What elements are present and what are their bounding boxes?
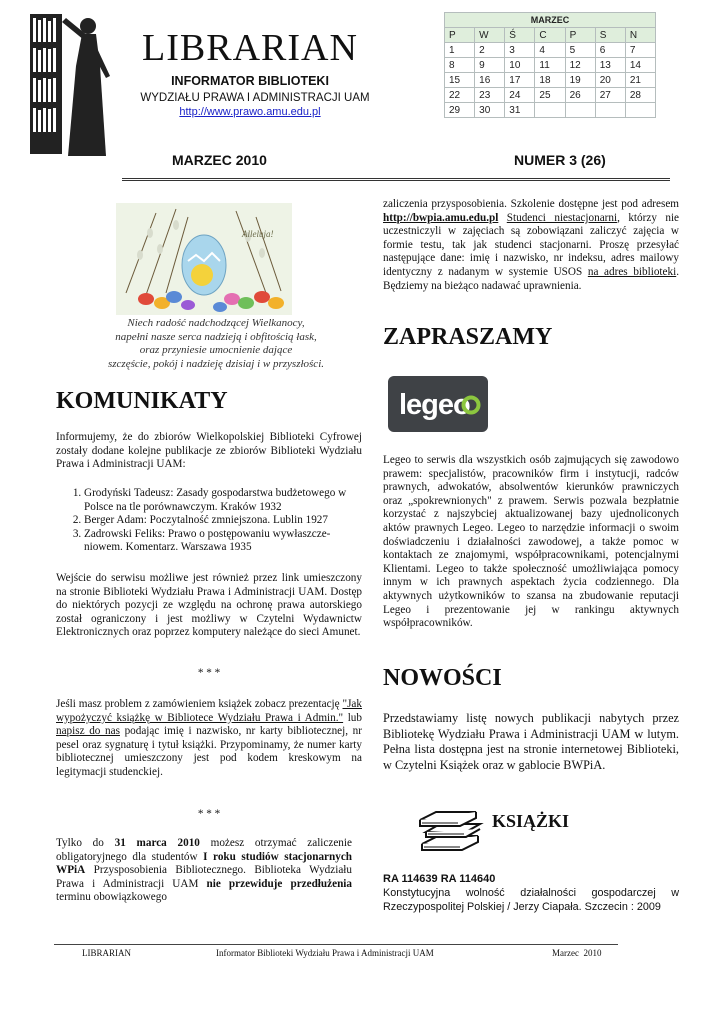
book-description: Konstytucyjna wolność działalności gospodarczej w Rzeczypospolitej Polskiej / Jerzy Ciapała. Szczecin : 2009 [383,887,679,913]
calendar-day: 27 [595,88,625,103]
calendar-day: 1 [445,43,475,58]
digitized-book-item: 3. Zadrowski Feliks: Prawo o postępowaniu wywłaszcze-niowem. Komentarz. Warszawa 1935 [84,528,362,555]
newsletter-subtitle: INFORMATOR BIBLIOTEKI [171,74,329,88]
continuation-text: zaliczenia przysposobienia. Szkolenie dostępne jest pod adresem [383,198,679,210]
extramural-students: Studenci niestacjonarni [506,211,618,224]
calendar-day: 7 [625,43,655,58]
contact-link[interactable]: napisz do nas [56,725,120,738]
calendar-day: 3 [505,43,535,58]
newsletter-title: LIBRARIAN [142,27,358,69]
calendar-day: 4 [535,43,565,58]
calendar-day [625,103,655,118]
calendar-day: 28 [625,88,655,103]
poem-line: Niech radość nadchodzącej Wielkanocy, [127,317,305,329]
legeo-logo[interactable] [388,376,488,432]
calendar-day: 13 [595,58,625,73]
easter-poem [60,317,372,371]
faculty-name: WYDZIAŁU PRAWA I ADMINISTRACJI UAM [140,92,370,104]
ordering-help-paragraph [56,698,362,780]
faculty-website-link[interactable]: http://www.prawo.amu.edu.pl [179,106,321,118]
training-text: możesz otrzymać zaliczenie obligatoryjnego dla studentów [56,837,352,863]
training-continuation-paragraph [383,198,679,293]
easter-card-text: Alleluja! [242,229,274,239]
poem-line: oraz przyniesie umocnienie dające [139,344,293,356]
calendar-day-header: P [445,28,475,43]
calendar-day: 5 [565,43,595,58]
calendar-day: 15 [445,73,475,88]
library-email-link[interactable]: na adres biblioteki [587,265,677,278]
book-signature: RA 114639 RA 114640 [383,873,496,885]
continuation-text: . Będziemy na bieżąco nadawać uprawnienia. [383,265,680,292]
calendar-day-header: C [535,28,565,43]
march-calendar [444,12,656,118]
poem-line: napełni nasze serca nadzieją i obfitością łask, [115,330,317,343]
calendar-day-header: W [475,28,505,43]
digitized-book-item: 1. Grodyński Tadeusz: Zasady gospodarstwa budżetowego w Polsce na tle porównawczym. Kraków 1932 [84,487,362,514]
komunikaty-intro: Informujemy, że do zbiorów Wielkopolskiej Biblioteki Cyfrowej zostały dodane kolejne publikacje ze zbiorów Biblioteki Wydziału Prawa i Administracji UAM: [56,431,362,471]
calendar-day: 16 [475,73,505,88]
footer-right: Marzec 2010 [552,948,602,958]
continuation-text: , którzy nie uczestniczyli w zajęciach są zobowiązani zaliczyć zajęcia w formie testu, tak jak studenci stacjonarni. Proszę przesyłać następujące dane: imię i nazwisko, nr indeksu, adres mailowy identyczny z nadanym w systemie USOS [383,211,680,278]
calendar-day: 8 [445,58,475,73]
separator: * * * [197,808,221,820]
nowosci-intro: Przedstawiamy listę nowych publikacji nabytych przez Bibliotekę Wydziału Prawa i Administracji UAM w lutym. Pełna lista dostępna jest na stronie internetowej Biblioteki, w Czytelni Książek oraz w gablocie BWPiA. [383,711,679,772]
calendar-day: 17 [505,73,535,88]
footer-left: LIBRARIAN [82,948,131,958]
librarian-illustration [26,6,118,158]
easter-card-image [116,203,292,315]
training-text: Przysposobienia Bibliotecznego. Biblioteka Wydziału Prawa i Administracji UAM [56,864,352,890]
calendar-day: 22 [445,88,475,103]
calendar-month: MARZEC [445,13,656,28]
calendar-day: 6 [595,43,625,58]
calendar-day: 25 [535,88,565,103]
calendar-day: 11 [535,58,565,73]
problem-text: podając imię i nazwisko, nr karty bibliotecznej, nr pesel oraz sygnaturę i tytuł książki. Przypominamy, że numer karty bibliotecznej umieszczony jest pod kodem kreskowym na legitymacji studenckiej. [56,725,362,778]
training-text: Tylko do [56,837,115,849]
nowosci-heading: NOWOŚCI [383,665,502,691]
calendar-day-header: N [625,28,655,43]
calendar-day: 18 [535,73,565,88]
calendar-day: 26 [565,88,595,103]
presentation-link[interactable]: "Jak wypożyczyć książkę w Bibliotece Wydziału Prawa i Admin." [56,698,362,724]
books-icon [416,804,486,854]
footer-center: Informator Biblioteki Wydziału Prawa i Administracji UAM [216,948,434,958]
calendar-day: 24 [505,88,535,103]
calendar-day: 19 [565,73,595,88]
calendar-day-header: P [565,28,595,43]
library-training-paragraph [56,837,352,905]
calendar-day [535,103,565,118]
calendar-day [595,103,625,118]
problem-text: lub [343,711,362,724]
calendar-day-header: Ś [505,28,535,43]
wbc-access-paragraph: Wejście do serwisu możliwe jest również przez link umieszczony na stronie Biblioteki Wydziału Prawa i Administracji UAM. Dostęp do niektórych pozycji ze względu na ochronę prawa autorskiego został ograniczony i jest możliwy w Czytelni Wydawnictw Elektronicznych oraz poprzez komputery należące do sieci Amunet. [56,572,362,639]
calendar-day-header: S [595,28,625,43]
calendar-day [565,103,595,118]
calendar-day: 20 [595,73,625,88]
training-deadline: 31 marca 2010 [114,837,200,849]
calendar-day: 23 [475,88,505,103]
calendar-day: 2 [475,43,505,58]
calendar-day: 14 [625,58,655,73]
poem-line: szczęście, pokój i nadzieję dzisiaj i w przyszłości. [107,357,324,370]
calendar-day: 31 [505,103,535,118]
training-text: terminu obowiązkowego [56,891,167,904]
separator: * * * [197,667,221,679]
no-extension-note: nie przewiduje przedłużenia [206,877,352,890]
calendar-day: 12 [565,58,595,73]
footer-rule [54,944,618,945]
header-rule [122,178,670,181]
issue-date: MARZEC 2010 [172,152,267,168]
training-audience: I roku studiów stacjonarnych WPiA [56,850,353,877]
issue-number: NUMER 3 (26) [514,152,606,168]
calendar-day: 10 [505,58,535,73]
zapraszamy-heading: ZAPRASZAMY [383,324,553,350]
calendar-day: 9 [475,58,505,73]
calendar-day: 30 [475,103,505,118]
training-url-link[interactable]: http://bwpia.amu.edu.pl [383,211,499,224]
calendar-day: 29 [445,103,475,118]
digitized-books-list [56,487,362,555]
problem-text: Jeśli masz problem z zamówieniem książek zobacz prezentację [56,698,343,710]
legeo-logo-text: legeo [399,389,470,421]
komunikaty-heading: KOMUNIKATY [56,388,228,414]
books-heading: KSIĄŻKI [492,811,570,831]
calendar-day: 21 [625,73,655,88]
digitized-book-item: 2. Berger Adam: Poczytalność zmniejszona. Lublin 1927 [84,514,362,528]
legeo-description: Legeo to serwis dla wszystkich osób zajmujących się zawodowo prawem: specjalistów, pracowników firm i instytucji, radców prawnych, adwokatów, absolwentów kierunków prawniczych oraz „spokrewnionych" z prawem. Serwis pozwala bezpłatnie korzystać z najszybciej aktualizowanej bazy ujednoliconych aktów prawnych Legeo. Legeo to narzędzie informacji o swoim doświadczeniu i działalności zawodowej, a także pomoc w kontaktach ze znajomymi, współpracownikami, potencjalnymi Klientami. Legeo to także społeczność umożliwiająca pomocy innym w ich prawnych aspektach życia codziennego. Dla aktywnych użytkowników to szansa na zbudowanie reputacji Legeo i prezentowanie jej w rankingu aktywnych współpracowników. [383,454,679,630]
